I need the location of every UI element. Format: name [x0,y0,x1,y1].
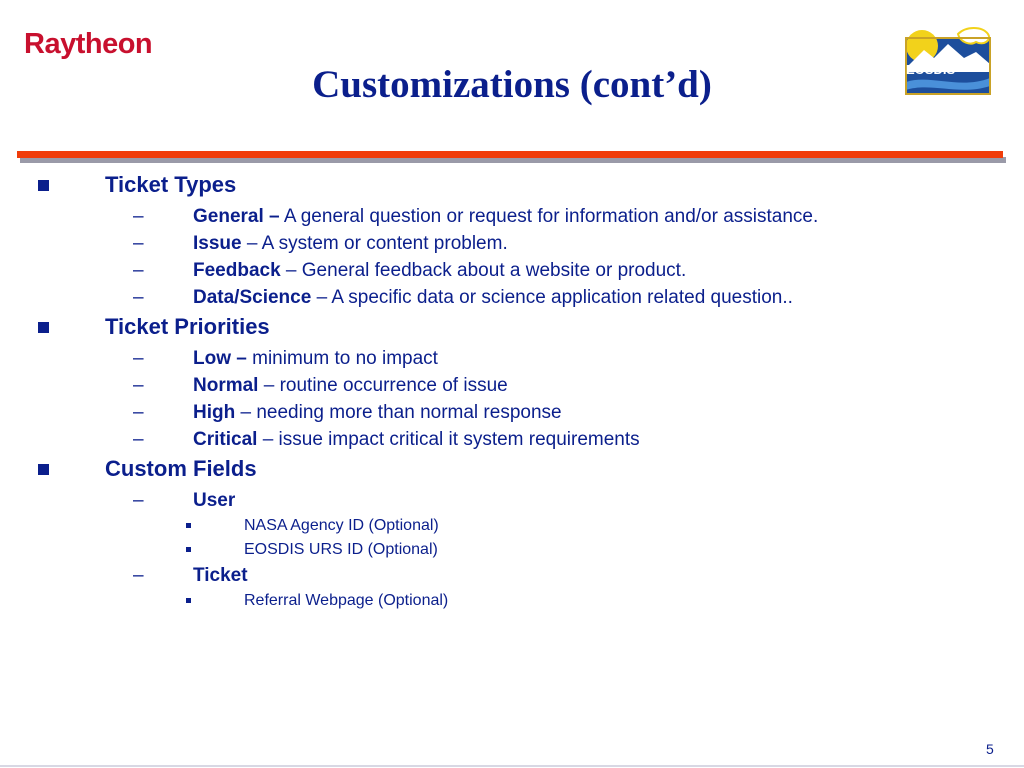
dash-bullet: – [133,402,144,423]
page-title: Customizations (cont’d) [312,63,712,106]
sub-list-item-text: NASA Agency ID (Optional) [244,517,439,534]
list-item [0,283,1024,310]
section-heading: Ticket Types [105,172,237,197]
section-custom-fields [0,452,1024,486]
list-item-text: Ticket [193,565,248,586]
sub-list-item [0,537,1024,561]
list-item-text: User [193,490,236,511]
list-item [0,486,1024,513]
page-number: 5 [986,741,994,757]
section-heading: Custom Fields [105,456,257,481]
dash-bullet: – [133,206,144,227]
square-bullet-icon [38,322,49,333]
list-item-text: Normal – routine occurrence of issue [193,375,508,396]
sub-list-item-text: Referral Webpage (Optional) [244,592,449,609]
list-item-text: High – needing more than normal response [193,402,562,423]
sub-list-item-text: EOSDIS URS ID (Optional) [244,541,438,558]
dash-bullet: – [133,429,144,450]
dash-bullet: – [133,233,144,254]
list-item-text: Feedback – General feedback about a website or product. [193,260,687,281]
list-item [0,229,1024,256]
list-item-text: Critical – issue impact critical it system requirements [193,429,640,450]
dash-bullet: – [133,565,144,586]
square-bullet-icon [38,464,49,475]
list-item [0,202,1024,229]
list-item [0,256,1024,283]
list-item [0,398,1024,425]
list-item-text: General – A general question or request for information and/or assistance. [193,206,819,227]
dash-bullet: – [133,287,144,308]
section-ticket-types [0,168,1024,202]
list-item [0,371,1024,398]
dash-bullet: – [133,348,144,369]
square-bullet-icon [38,180,49,191]
title-rule [17,151,1003,158]
section-heading: Ticket Priorities [105,314,270,339]
footer-line [0,765,1024,767]
sub-list-item [0,588,1024,612]
dash-bullet: – [133,490,144,511]
bullet-list [0,168,1024,612]
dash-bullet: – [133,375,144,396]
section-ticket-priorities [0,310,1024,344]
small-square-bullet-icon [186,598,191,603]
list-item [0,344,1024,371]
eosdis-logo [900,24,996,96]
list-item-text: Low – minimum to no impact [193,348,438,369]
list-item-text: Issue – A system or content problem. [193,233,508,254]
list-item [0,425,1024,452]
list-item [0,561,1024,588]
dash-bullet: – [133,260,144,281]
eosdis-logo-text: EOSDIS [906,62,956,77]
small-square-bullet-icon [186,523,191,528]
raytheon-logo: Raytheon [24,28,153,60]
list-item-text: Data/Science – A specific data or science application related question.. [193,287,793,308]
sub-list-item [0,513,1024,537]
small-square-bullet-icon [186,547,191,552]
